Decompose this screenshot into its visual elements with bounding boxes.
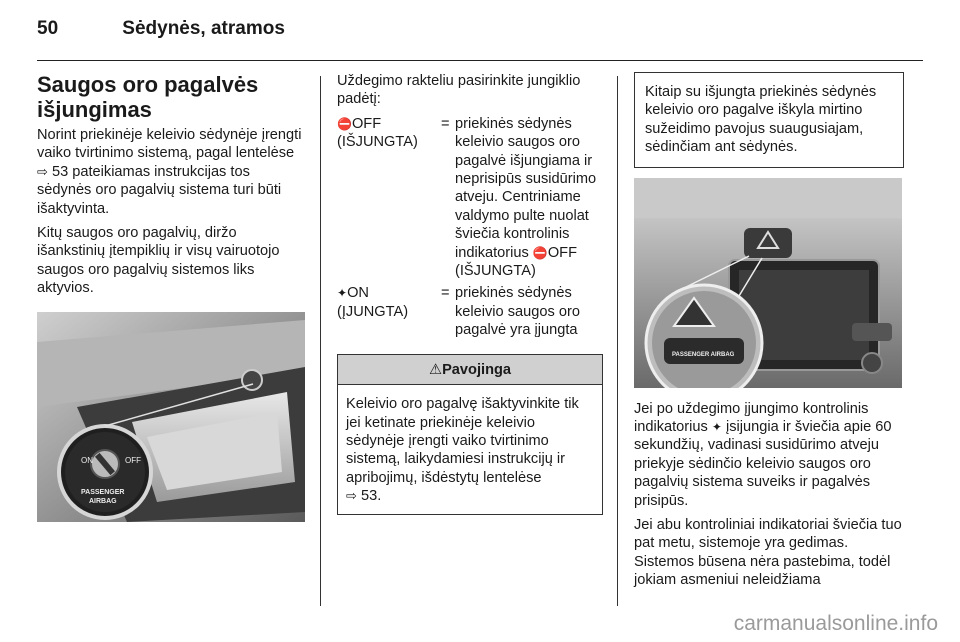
header-rule bbox=[37, 60, 923, 61]
page-number: 50 bbox=[37, 18, 59, 39]
paragraph bbox=[37, 126, 307, 218]
airbag-off-icon: ⛔ bbox=[337, 116, 352, 131]
section-title: Saugos oro pagalvės išjungimas bbox=[37, 72, 259, 122]
console-airbag-label: PASSENGER AIRBAG bbox=[672, 351, 735, 358]
airbag-on-icon: ✦ bbox=[711, 420, 722, 435]
page-reference-icon[interactable]: ⇨ bbox=[37, 163, 48, 179]
text: 53. bbox=[356, 488, 382, 505]
paragraph: Uždegimo rakteliu pasirinkite jungiklio padėtį: bbox=[337, 73, 581, 108]
warning-icon: ⚠ bbox=[428, 361, 443, 378]
text: (IŠJUNGTA) bbox=[337, 134, 418, 151]
text: 53 pateikiamas instrukcijas tos sėdynės oro pagalvių sistema turi būti išaktyvinta. bbox=[37, 163, 282, 217]
chapter-title: Sėdynės, atramos bbox=[122, 18, 285, 39]
list-item bbox=[337, 284, 603, 339]
term-off bbox=[337, 115, 441, 281]
continued-warning-box: Kitaip su išjungta priekinės sėdynės keleivio oro pagalve iškyla mirtino sužeidimo pavojus suaugusiajam, sėdinčiam ant sėdynės. bbox=[634, 72, 904, 168]
paragraph bbox=[634, 400, 904, 510]
column-divider bbox=[617, 76, 618, 606]
column-divider bbox=[320, 76, 321, 606]
text: OFF (IŠJUNGTA) bbox=[455, 244, 578, 280]
switch-airbag-label: AIRBAG bbox=[89, 497, 117, 505]
warning-box bbox=[337, 354, 603, 515]
text: Jei po uždegimo įjungimo kontrolinis indikatorius bbox=[634, 400, 869, 436]
equals-sign: = bbox=[441, 115, 450, 132]
equals-sign: = bbox=[441, 285, 450, 302]
term-on bbox=[337, 284, 441, 339]
list-item bbox=[337, 115, 603, 281]
text: Norint priekinėje keleivio sėdynėje įrengti vaiko tvirtinimo sistemą, pagal lentelėse bbox=[37, 127, 302, 162]
text: ON bbox=[347, 285, 369, 302]
switch-off-label: OFF bbox=[125, 455, 141, 465]
paragraph: Kitų saugos oro pagalvių, diržo išankstinių įtempiklių ir visų vairuotojo saugos oro pagalvių sistemos liks aktyvios. bbox=[37, 225, 280, 297]
glovebox-switch-photo bbox=[37, 312, 305, 522]
description-on: priekinės sėdynės keleivio saugos oro pagalvė yra įjungta bbox=[455, 285, 580, 339]
warning-header bbox=[338, 355, 602, 385]
description-off bbox=[455, 115, 603, 281]
watermark: carmanualsonline.info bbox=[733, 612, 938, 635]
text: OFF bbox=[351, 115, 382, 132]
switch-passenger-label: PASSENGER bbox=[81, 488, 125, 496]
column-right bbox=[634, 72, 904, 596]
page-reference-icon[interactable]: ⇨ bbox=[346, 488, 357, 504]
column-middle bbox=[337, 72, 603, 515]
page-header bbox=[37, 18, 285, 40]
switch-on-label: ON bbox=[81, 455, 93, 465]
text: Keleivio oro pagalvę išaktyvinkite tik jei ketinate priekinėje keleivio sėdynėje įrengti vaiko tvirtinimo sistemą, laikydamiesi instrukcijų ir apribojimų, išdėstytų lentelėse bbox=[346, 396, 579, 486]
warning-title: Pavojinga bbox=[442, 361, 512, 378]
warning-body bbox=[338, 385, 602, 513]
text: (ĮJUNGTA) bbox=[337, 303, 409, 320]
text: priekinės sėdynės keleivio saugos oro pagalvė išjungiama ir neprisipūs susidūrimo atveju. Centriniame valdymo pulte nuolat šviečia kontrolinis indikatorius bbox=[455, 115, 597, 261]
text: įsijungia ir šviečia apie 60 sekundžių, vadinasi susidūrimo atveju priekyje sėdinčio keleivio saugos oro pagalvių sistema suveiks ir pagalvės prisipūs. bbox=[634, 419, 892, 509]
paragraph: Jei abu kontroliniai indikatoriai šviečia tuo pat metu, sistemoje yra gedimas. Sistemos būsena nėra pastebima, todėl jokiam asmeniui neleidžiama bbox=[634, 517, 902, 589]
column-left bbox=[37, 72, 307, 522]
airbag-on-icon: ✦ bbox=[337, 286, 348, 301]
switch-position-list bbox=[337, 115, 603, 340]
center-console-photo bbox=[634, 178, 902, 388]
airbag-off-icon: ⛔ bbox=[532, 245, 548, 260]
